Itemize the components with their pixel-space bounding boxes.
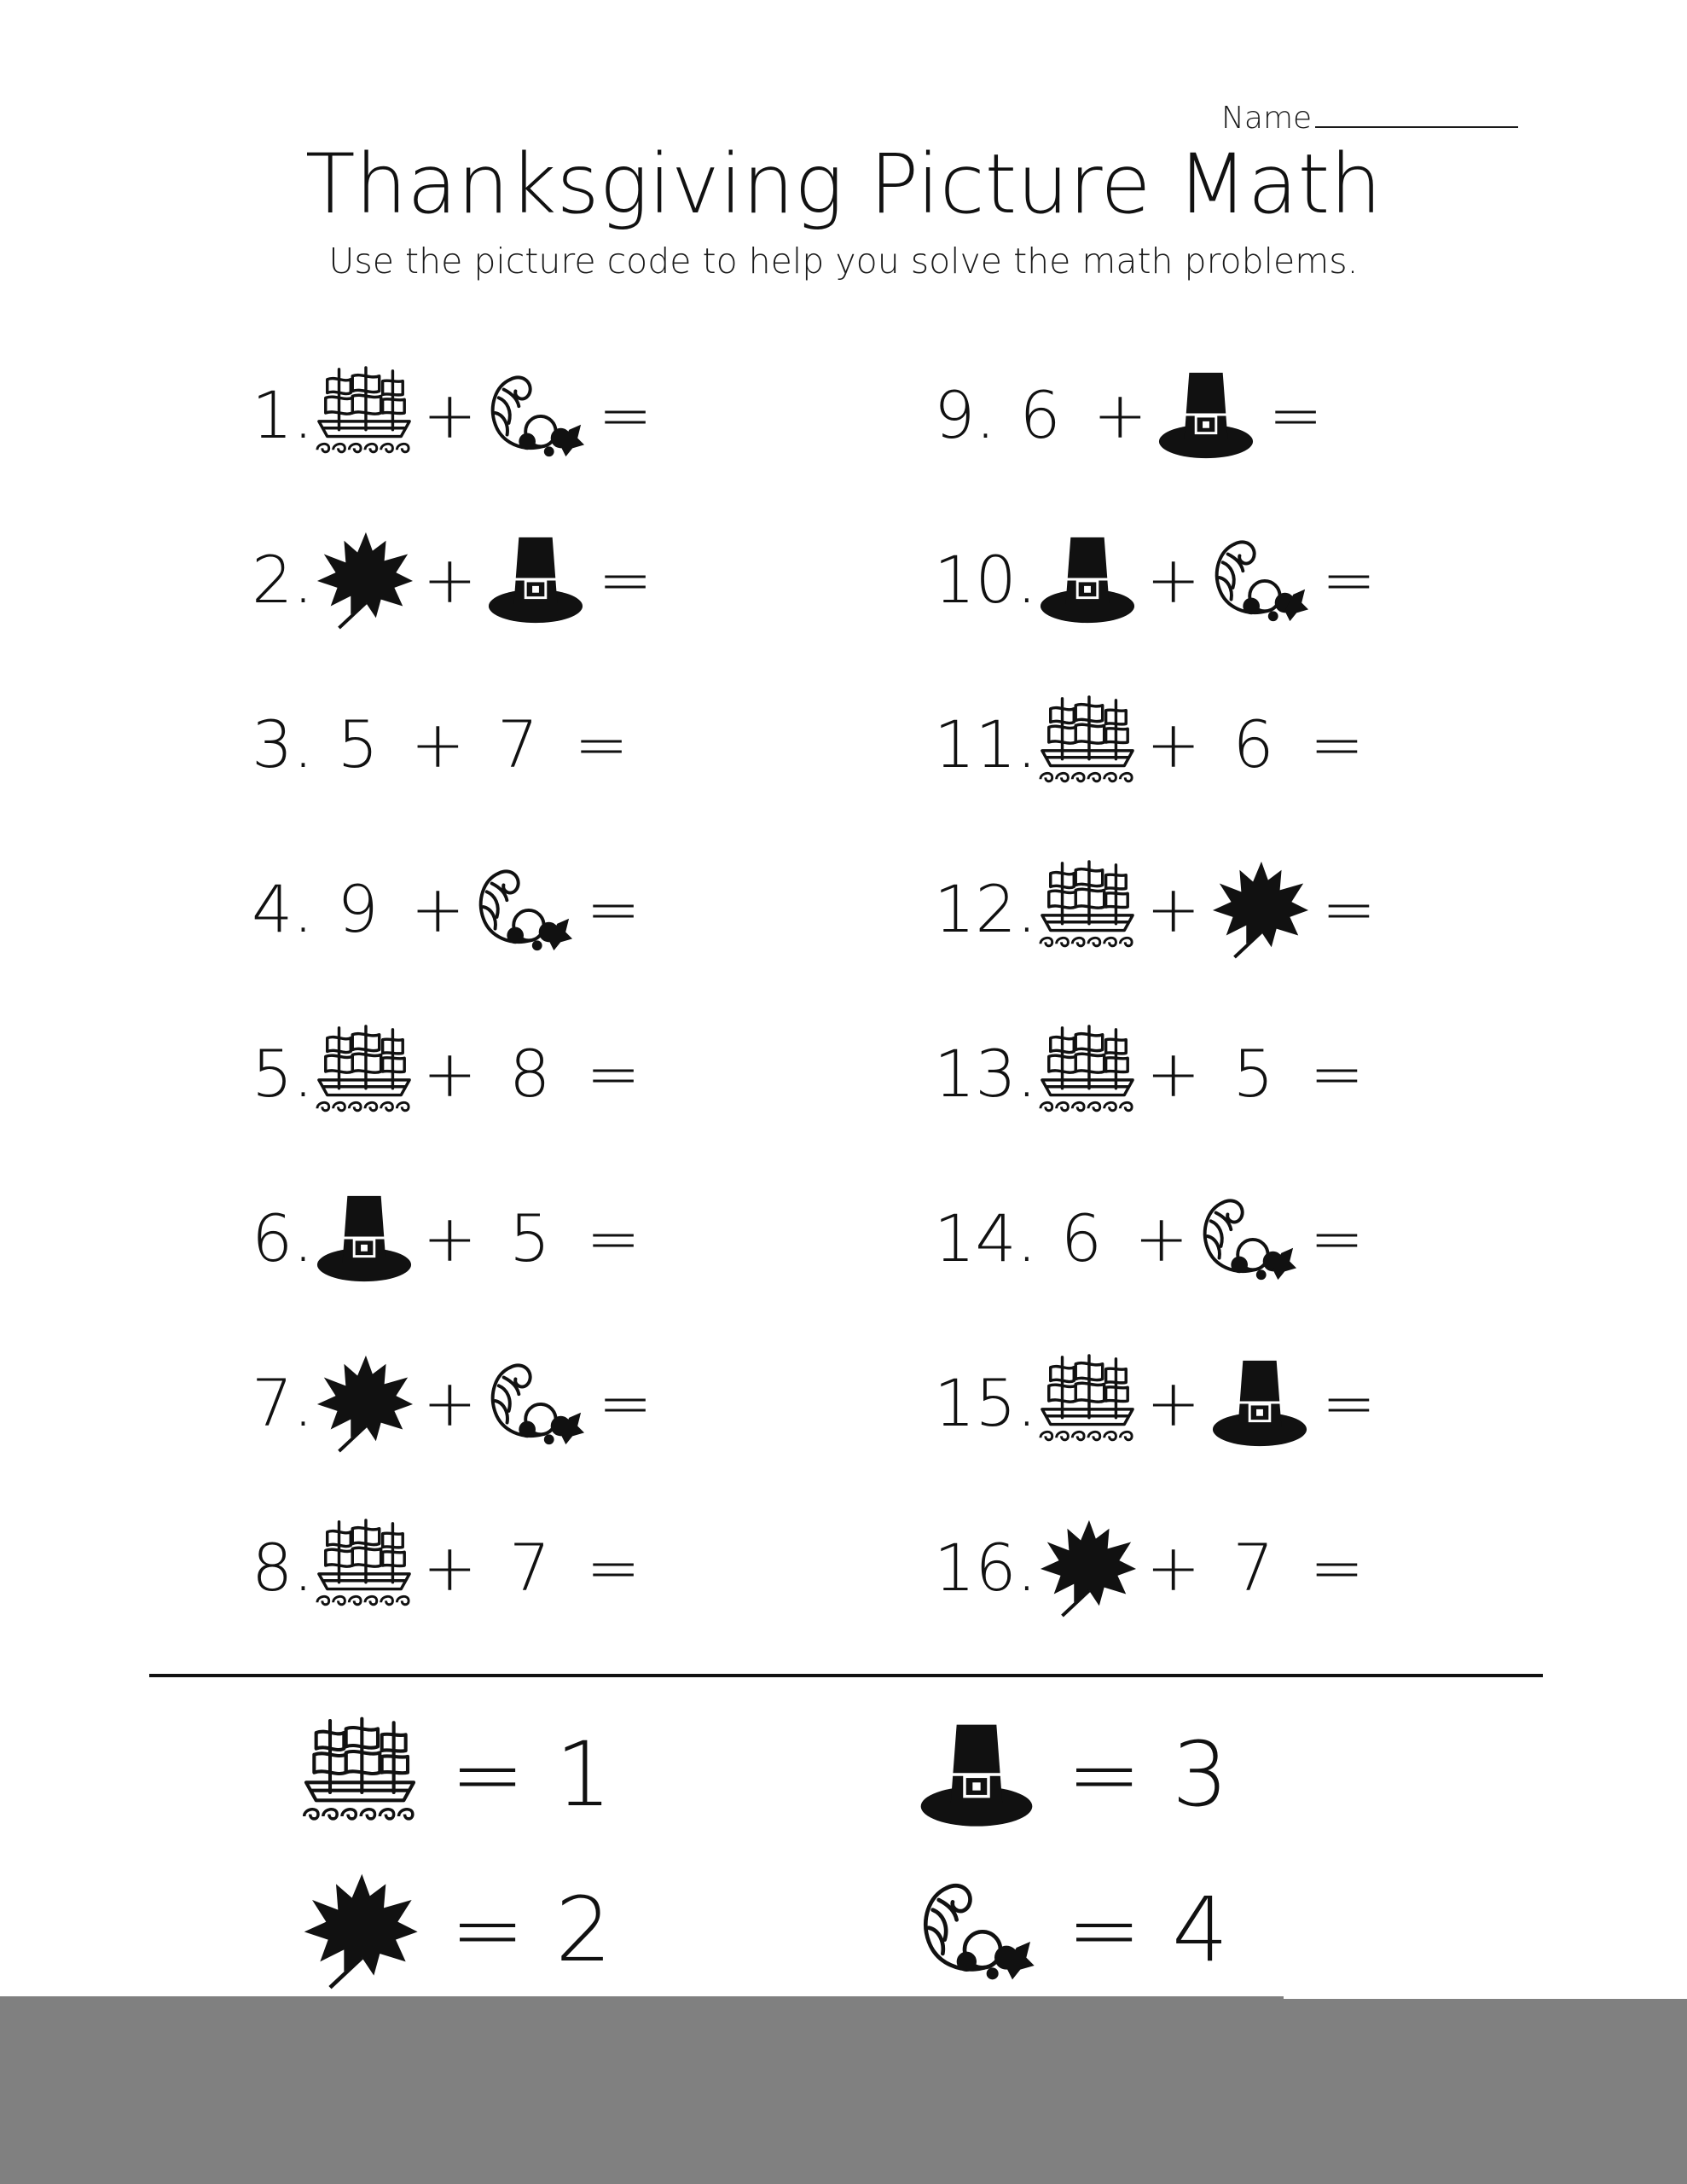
problem-row: [252, 520, 652, 639]
picture-code-entry: [917, 1870, 1228, 1989]
problem-term-picture: [473, 858, 574, 959]
equals-sign: =: [1321, 870, 1377, 947]
problem-term-picture: [1037, 694, 1138, 794]
worksheet-title: Thanksgiving Picture Math: [304, 136, 1383, 232]
picture-code-entry: [300, 1715, 612, 1834]
picture-code-value: 4: [1172, 1878, 1229, 1982]
picture-code-entry: [917, 1715, 1228, 1834]
problem-term-number: 5: [509, 1199, 551, 1276]
problem-term-picture: [485, 364, 586, 465]
equals-sign: =: [574, 706, 629, 782]
problem-number: 13.: [934, 1035, 1037, 1112]
ship-icon: [314, 364, 415, 465]
problem-row: [934, 520, 1376, 639]
plus-sign: +: [422, 1035, 478, 1112]
problem-term-picture: [485, 1352, 586, 1453]
equals-sign: =: [450, 1878, 525, 1982]
picture-code-value: 1: [555, 1722, 612, 1827]
problem-term-number: 6: [1232, 706, 1274, 782]
problem-number: 6.: [252, 1199, 314, 1276]
leaf-icon: [314, 1352, 415, 1453]
problem-term-picture: [314, 1517, 415, 1618]
equals-sign: =: [1321, 541, 1377, 618]
problem-number: 11.: [934, 706, 1037, 782]
plus-sign: +: [422, 376, 478, 453]
problem-term-picture: [1156, 364, 1256, 465]
problem-term-picture: [314, 1352, 415, 1453]
equals-sign: =: [1309, 706, 1365, 782]
plus-sign: +: [422, 541, 478, 618]
plus-sign: +: [1145, 870, 1201, 947]
problem-term-picture: [314, 1188, 415, 1288]
problem-term-number: 8: [509, 1035, 551, 1112]
problem-term-picture: [1037, 1352, 1138, 1453]
problem-number: 10.: [934, 541, 1037, 618]
problem-row: [252, 1178, 641, 1298]
name-field[interactable]: [1221, 96, 1518, 136]
problem-term-picture: [1037, 858, 1138, 959]
picture-code-value: 3: [1172, 1722, 1229, 1827]
picture-code-entry: [300, 1870, 612, 1989]
equals-sign: =: [586, 870, 641, 947]
ship-icon: [314, 1023, 415, 1124]
problem-term-picture: [1037, 529, 1138, 630]
leaf-icon: [1209, 858, 1310, 959]
problem-row: [934, 1014, 1364, 1133]
problem-row: [252, 849, 641, 968]
ship-icon: [1037, 858, 1138, 959]
problem-number: 16.: [934, 1529, 1037, 1606]
cornucopia-icon: [1209, 529, 1310, 630]
plus-sign: +: [1093, 376, 1148, 453]
equals-sign: =: [586, 1529, 641, 1606]
problem-row: [252, 1343, 652, 1462]
plus-sign: +: [422, 1529, 478, 1606]
problem-number: 15.: [934, 1364, 1037, 1441]
pilgrim-hat-icon: [1156, 364, 1256, 465]
plus-sign: +: [422, 1364, 478, 1441]
cornucopia-icon: [1197, 1188, 1298, 1288]
problem-row: [934, 355, 1323, 474]
problem-number: 1.: [252, 376, 314, 453]
pilgrim-hat-icon: [1209, 1352, 1310, 1453]
equals-sign: =: [586, 1199, 641, 1276]
footer-bar: [0, 1996, 1687, 2184]
problem-term-picture: [1037, 1023, 1138, 1124]
problem-row: [252, 684, 629, 804]
plus-sign: +: [410, 870, 466, 947]
plus-sign: +: [410, 706, 466, 782]
equals-sign: =: [586, 1035, 641, 1112]
problem-term-picture: [1037, 1517, 1138, 1618]
problem-term-number: 7: [509, 1529, 551, 1606]
plus-sign: +: [1145, 1035, 1201, 1112]
problem-number: 9.: [934, 376, 996, 453]
problem-term-number: 6: [1019, 376, 1061, 453]
equals-sign: =: [1067, 1878, 1142, 1982]
equals-sign: =: [1067, 1722, 1142, 1827]
problem-term-picture: [1197, 1188, 1298, 1288]
equals-sign: =: [1309, 1199, 1365, 1276]
problem-row: [934, 1178, 1364, 1298]
plus-sign: +: [1133, 1199, 1189, 1276]
problem-number: 3.: [252, 706, 314, 782]
divider-line: [149, 1674, 1543, 1677]
problem-term-number: 9: [337, 870, 379, 947]
name-blank-line[interactable]: [1315, 96, 1518, 128]
problem-number: 5.: [252, 1035, 314, 1112]
problem-term-number: 5: [337, 706, 379, 782]
equals-sign: =: [1309, 1035, 1365, 1112]
problem-term-picture: [314, 529, 415, 630]
leaf-icon: [1037, 1517, 1138, 1618]
name-label: Name: [1221, 101, 1313, 136]
ship-icon: [1037, 694, 1138, 794]
problem-number: 14.: [934, 1199, 1037, 1276]
leaf-icon: [314, 529, 415, 630]
problem-row: [252, 1014, 641, 1133]
problem-row: [934, 684, 1364, 804]
problem-term-picture: [1209, 1352, 1310, 1453]
plus-sign: +: [1145, 706, 1201, 782]
equals-sign: =: [1309, 1529, 1365, 1606]
equals-sign: =: [450, 1722, 525, 1827]
problem-term-number: 7: [1232, 1529, 1274, 1606]
problem-number: 8.: [252, 1529, 314, 1606]
plus-sign: +: [422, 1199, 478, 1276]
problem-term-number: 6: [1060, 1199, 1103, 1276]
equals-sign: =: [1268, 376, 1323, 453]
plus-sign: +: [1145, 541, 1201, 618]
cornucopia-icon: [485, 364, 586, 465]
problem-term-picture: [1209, 529, 1310, 630]
problem-row: [934, 1343, 1376, 1462]
problem-row: [252, 1507, 641, 1627]
worksheet-subtitle: Use the picture code to help you solve the math problems.: [328, 241, 1359, 282]
plus-sign: +: [1145, 1364, 1201, 1441]
equals-sign: =: [598, 1364, 652, 1441]
equals-sign: =: [598, 541, 652, 618]
pilgrim-hat-icon: [485, 529, 586, 630]
equals-sign: =: [598, 376, 652, 453]
problem-number: 4.: [252, 870, 314, 947]
problem-number: 12.: [934, 870, 1037, 947]
ship-icon: [1037, 1352, 1138, 1453]
problem-term-picture: [314, 1023, 415, 1124]
cornucopia-icon: [917, 1870, 1036, 1989]
footer-notch: [1284, 1992, 1687, 1999]
problem-row: [252, 355, 652, 474]
plus-sign: +: [1145, 1529, 1201, 1606]
problem-term-picture: [1209, 858, 1310, 959]
problem-term-number: 5: [1232, 1035, 1274, 1112]
ship-icon: [314, 1517, 415, 1618]
ship-icon: [300, 1715, 420, 1834]
cornucopia-icon: [485, 1352, 586, 1453]
picture-code-value: 2: [555, 1878, 612, 1982]
equals-sign: =: [1321, 1364, 1377, 1441]
problem-term-picture: [485, 529, 586, 630]
problem-number: 2.: [252, 541, 314, 618]
pilgrim-hat-icon: [1037, 529, 1138, 630]
pilgrim-hat-icon: [314, 1188, 415, 1288]
problem-term-number: 7: [497, 706, 539, 782]
leaf-icon: [300, 1870, 420, 1989]
cornucopia-icon: [473, 858, 574, 959]
problem-row: [934, 1507, 1364, 1627]
pilgrim-hat-icon: [917, 1715, 1036, 1834]
problem-number: 7.: [252, 1364, 314, 1441]
problem-row: [934, 849, 1376, 968]
problem-term-picture: [314, 364, 415, 465]
ship-icon: [1037, 1023, 1138, 1124]
